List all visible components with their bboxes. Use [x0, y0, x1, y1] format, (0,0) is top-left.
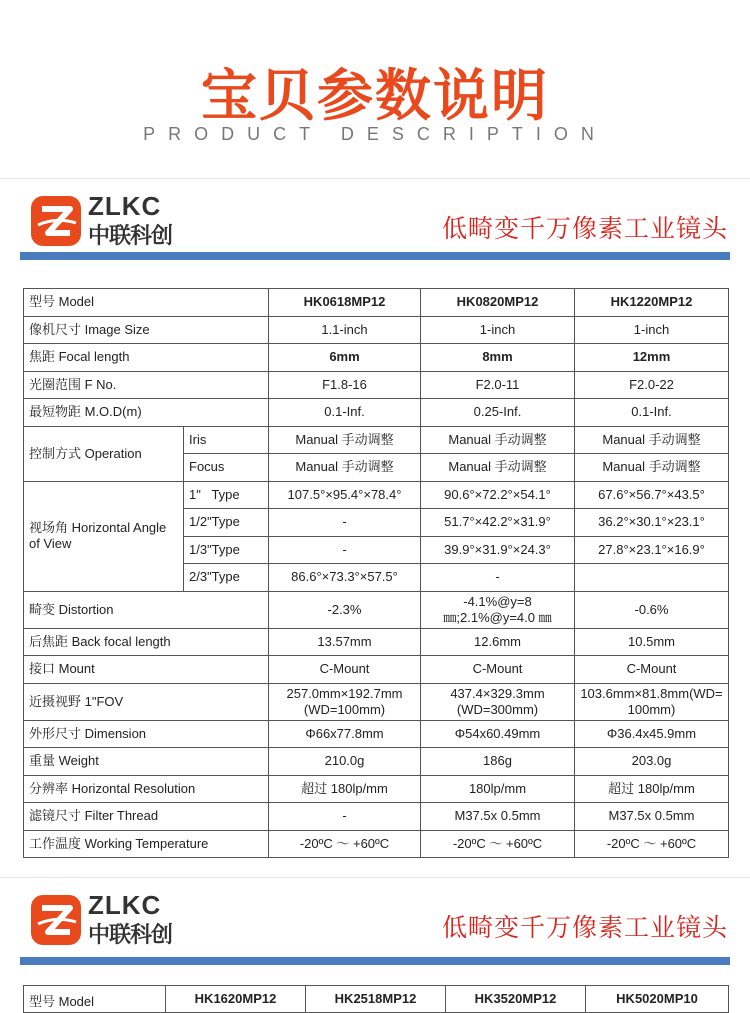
cell-value: 0.1-Inf.: [269, 399, 421, 427]
cell-value: 1-inch: [575, 316, 729, 344]
cell-value: M37.5x 0.5mm: [421, 803, 575, 831]
cell-value: 51.7°×42.2°×31.9°: [421, 509, 575, 537]
cell-value: 12.6mm: [421, 628, 575, 656]
row-label: 外形尺寸 Dimension: [24, 720, 269, 748]
cell-value: 86.6°×73.3°×57.5°: [269, 564, 421, 592]
page-subtitle: PRODUCT DESCRIPTION: [143, 124, 607, 144]
cell-value: 67.6°×56.7°×43.5°: [575, 481, 729, 509]
model-name: HK5020MP10: [586, 986, 729, 1013]
row-label: 接口 Mount: [24, 656, 269, 684]
cell-value: 39.9°×31.9°×24.3°: [421, 536, 575, 564]
cell-value: 107.5°×95.4°×78.4°: [269, 481, 421, 509]
row-label: 型号 Model: [24, 289, 269, 317]
band-separator: [0, 877, 750, 878]
cell-value: Manual 手动调整: [421, 426, 575, 454]
cell-value: -20ºC ～ +60ºC: [269, 830, 421, 858]
table-row: [24, 748, 729, 776]
model-name: HK1620MP12: [166, 986, 306, 1013]
band-separator: [0, 178, 750, 179]
cell-value: Manual 手动调整: [421, 454, 575, 482]
cell-value: -: [269, 536, 421, 564]
row-label: 畸变 Distortion: [24, 591, 269, 628]
cell-value: C-Mount: [421, 656, 575, 684]
table-row: [24, 628, 729, 656]
brand-logo: [30, 890, 180, 950]
cell-value: 27.8°×23.1°×16.9°: [575, 536, 729, 564]
table-row: [24, 371, 729, 399]
page-title: 宝贝参数说明: [201, 64, 549, 129]
cell-value: -20ºC ～ +60ºC: [421, 830, 575, 858]
cell-value: -4.1%@y=8 ㎜;2.1%@y=4.0 ㎜: [421, 591, 575, 628]
model-name: HK3520MP12: [446, 986, 586, 1013]
cell-value: Manual 手动调整: [575, 426, 729, 454]
cell-value: 13.57mm: [269, 628, 421, 656]
brand-band: [20, 882, 730, 957]
cell-value: F2.0-22: [575, 371, 729, 399]
cell-value: -: [421, 564, 575, 592]
table-row: [24, 986, 729, 1013]
row-label: 工作温度 Working Temperature: [24, 830, 269, 858]
brand-band: [20, 183, 730, 258]
sub-label: Iris: [184, 426, 269, 454]
sub-label: 1/2"Type: [184, 509, 269, 537]
zlkc-logo-icon: [30, 195, 82, 247]
cell-value: F1.8-16: [269, 371, 421, 399]
cell-value: -: [269, 509, 421, 537]
brand-slogan: 低畸变千万像素工业镜头: [441, 214, 728, 243]
row-label: 光圈范围 F No.: [24, 371, 269, 399]
cell-value: 1.1-inch: [269, 316, 421, 344]
cell-value: Φ36.4x45.9mm: [575, 720, 729, 748]
row-label: 滤镜尺寸 Filter Thread: [24, 803, 269, 831]
spec-table-2: [23, 985, 729, 1013]
model-name: HK0820MP12: [421, 289, 575, 317]
cell-value: 1-inch: [421, 316, 575, 344]
model-name: HK1220MP12: [575, 289, 729, 317]
cell-value: Manual 手动调整: [269, 426, 421, 454]
table-row: [24, 720, 729, 748]
cell-value: 90.6°×72.2°×54.1°: [421, 481, 575, 509]
table-row: [24, 316, 729, 344]
model-name: HK2518MP12: [306, 986, 446, 1013]
cell-value: 0.25-Inf.: [421, 399, 575, 427]
brand-name-cn: 中联科创: [88, 923, 173, 948]
row-label: 最短物距 M.O.D(m): [24, 399, 269, 427]
row-label: 重量 Weight: [24, 748, 269, 776]
row-label: 分辨率 Horizontal Resolution: [24, 775, 269, 803]
cell-value: 0.1-Inf.: [575, 399, 729, 427]
cell-value: 210.0g: [269, 748, 421, 776]
sub-label: Focus: [184, 454, 269, 482]
row-label: 后焦距 Back focal length: [24, 628, 269, 656]
sub-label: 2/3"Type: [184, 564, 269, 592]
cell-value: F2.0-11: [421, 371, 575, 399]
section-divider-bar: [20, 957, 730, 965]
sub-label: 1" Type: [184, 481, 269, 509]
table-row: [24, 591, 729, 628]
table-row: [24, 803, 729, 831]
row-label: 型号 Model: [24, 986, 166, 1013]
cell-value: 12mm: [575, 344, 729, 372]
section-divider-bar: [20, 252, 730, 260]
cell-value: 257.0mm×192.7mm (WD=100mm): [269, 683, 421, 720]
cell-value: 36.2°×30.1°×23.1°: [575, 509, 729, 537]
row-label: 近摄视野 1"FOV: [24, 683, 269, 720]
row-label: 控制方式 Operation: [24, 426, 184, 481]
table-row: [24, 289, 729, 317]
row-label: 焦距 Focal length: [24, 344, 269, 372]
row-label: 像机尺寸 Image Size: [24, 316, 269, 344]
model-name: HK0618MP12: [269, 289, 421, 317]
cell-value: -2.3%: [269, 591, 421, 628]
table-row: [24, 830, 729, 858]
cell-value: 203.0g: [575, 748, 729, 776]
sub-label: 1/3"Type: [184, 536, 269, 564]
table-row: [24, 656, 729, 684]
row-label: 视场角 Horizontal Angle of View: [24, 481, 184, 591]
table-row: [24, 683, 729, 720]
spec-table: [23, 288, 729, 858]
cell-value: 8mm: [421, 344, 575, 372]
brand-slogan: 低畸变千万像素工业镜头: [441, 913, 728, 942]
cell-value: Manual 手动调整: [575, 454, 729, 482]
cell-value: Manual 手动调整: [269, 454, 421, 482]
cell-value: C-Mount: [575, 656, 729, 684]
cell-value: Φ54x60.49mm: [421, 720, 575, 748]
table-row: [24, 426, 729, 454]
cell-value: Φ66x77.8mm: [269, 720, 421, 748]
cell-value: 超过 180lp/mm: [575, 775, 729, 803]
brand-logo: [30, 191, 180, 251]
table-row: [24, 344, 729, 372]
cell-value: -20ºC ～ +60ºC: [575, 830, 729, 858]
table-row: [24, 399, 729, 427]
cell-value: C-Mount: [269, 656, 421, 684]
cell-value: M37.5x 0.5mm: [575, 803, 729, 831]
brand-name-cn: 中联科创: [88, 224, 173, 249]
table-row: [24, 775, 729, 803]
cell-value: 超过 180lp/mm: [269, 775, 421, 803]
cell-value: 186g: [421, 748, 575, 776]
zlkc-logo-icon: [30, 894, 82, 946]
table-row: [24, 481, 729, 509]
cell-value: [575, 564, 729, 592]
cell-value: 180lp/mm: [421, 775, 575, 803]
cell-value: 6mm: [269, 344, 421, 372]
cell-value: 10.5mm: [575, 628, 729, 656]
cell-value: 437.4×329.3mm (WD=300mm): [421, 683, 575, 720]
brand-name-en: ZLKC: [88, 191, 162, 221]
brand-name-en: ZLKC: [88, 890, 162, 920]
cell-value: -0.6%: [575, 591, 729, 628]
cell-value: 103.6mm×81.8mm(WD=100mm): [575, 683, 729, 720]
cell-value: -: [269, 803, 421, 831]
